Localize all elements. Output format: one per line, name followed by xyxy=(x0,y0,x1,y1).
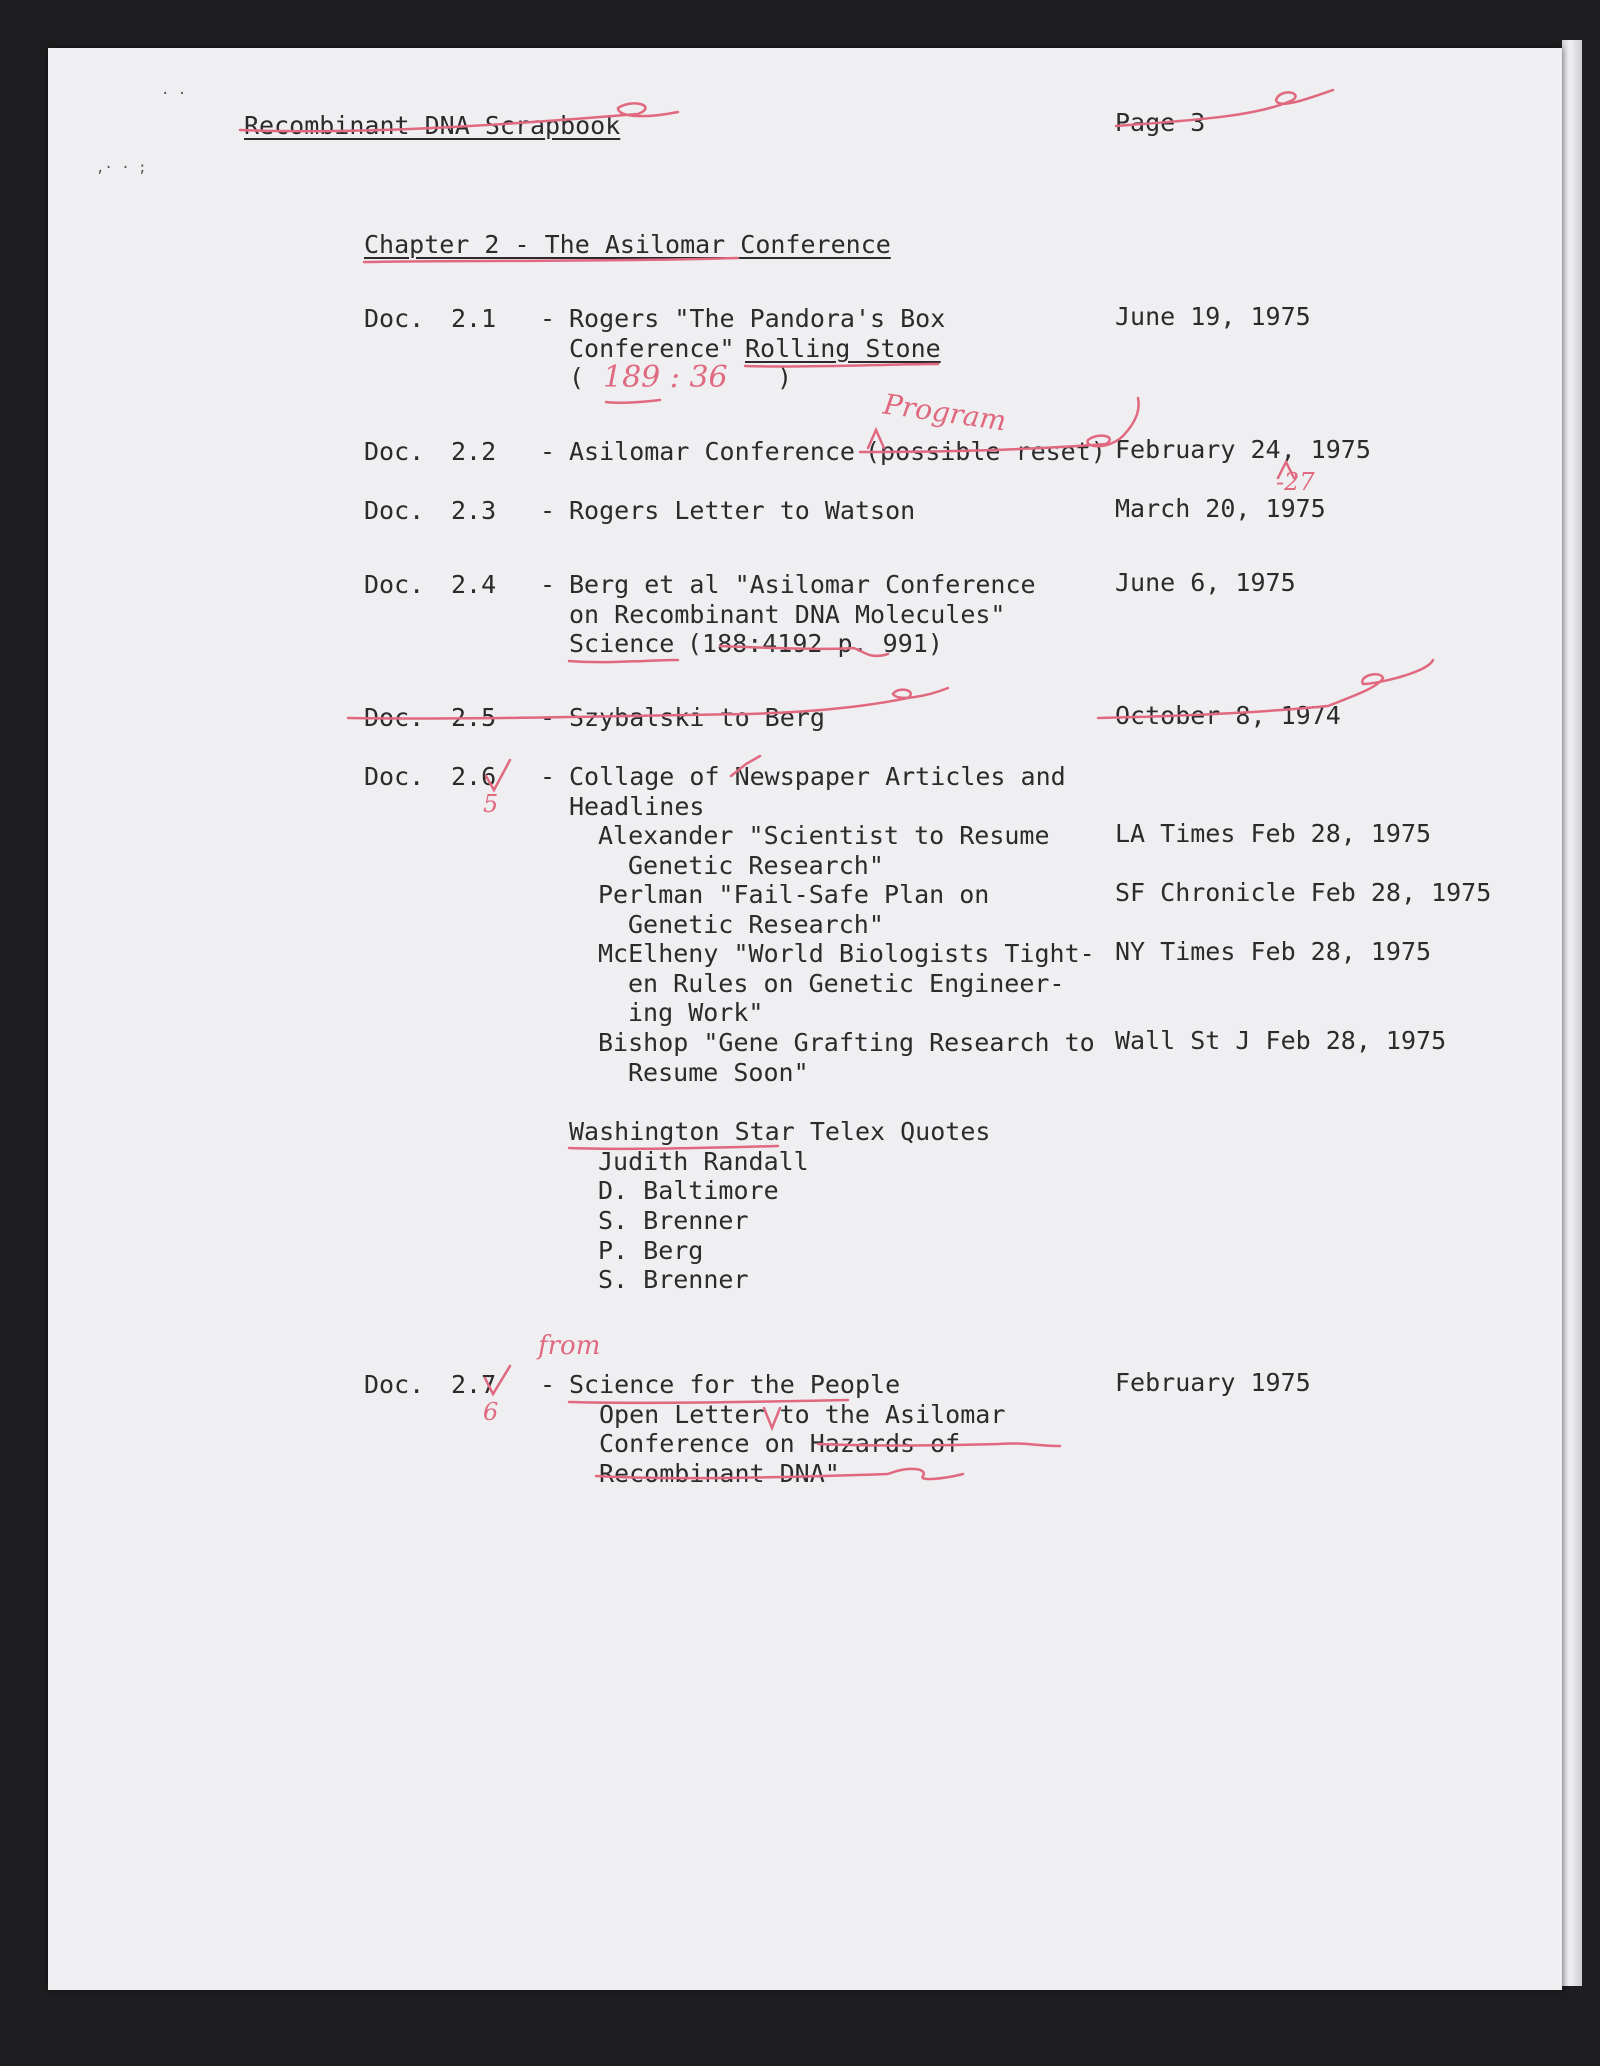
handwritten-five: 5 xyxy=(483,790,499,818)
pen-underline-science xyxy=(569,660,678,662)
doc-date: March 20, 1975 xyxy=(1115,494,1326,523)
doc-date: February 1975 xyxy=(1115,1368,1311,1397)
doc-desc: Rogers "The Pandora's Box xyxy=(569,304,946,333)
doc-label: Doc. xyxy=(364,1370,425,1399)
pen-check-doc-2-6 xyxy=(486,760,510,790)
handwritten-dash27: -27 xyxy=(1276,468,1315,496)
paper-speck: · · xyxy=(161,86,187,102)
doc-desc: Rogers Letter to Watson xyxy=(569,496,916,525)
article-title: Genetic Research" xyxy=(628,851,884,880)
pen-underline-chapter xyxy=(364,258,738,262)
doc-number: 2.2 xyxy=(451,437,497,466)
page-edge xyxy=(1562,40,1582,1986)
doc-desc: Conference on Hazards of xyxy=(599,1429,961,1458)
doc-desc: (188:4192 p. 991) xyxy=(687,629,943,658)
header-title: Recombinant DNA Scrapbook xyxy=(244,111,621,140)
pen-underline-sftp xyxy=(569,1400,848,1403)
doc-dash: - xyxy=(540,304,556,333)
doc-desc: on Recombinant DNA Molecules" xyxy=(569,600,1006,629)
doc-date: June 19, 1975 xyxy=(1115,302,1311,331)
telex-name: D. Baltimore xyxy=(598,1176,779,1205)
article-source: NY Times Feb 28, 1975 xyxy=(1115,937,1432,966)
doc-desc-struck: (possible reset) xyxy=(865,437,1106,466)
doc-date: October 8, 1974 xyxy=(1115,701,1341,730)
doc-desc: Conference" xyxy=(569,334,735,363)
article-title: Resume Soon" xyxy=(628,1058,809,1087)
document-page xyxy=(48,48,1562,1990)
doc-label: Doc. xyxy=(364,437,425,466)
pen-strike-header xyxy=(240,103,678,131)
doc-number: 2.6 xyxy=(451,762,497,791)
doc-desc: Szybalski to Berg xyxy=(569,703,825,732)
doc-desc: Recombinant DNA" xyxy=(599,1459,840,1488)
telex-name: Judith Randall xyxy=(598,1147,809,1176)
doc-dash: - xyxy=(540,496,556,525)
red-pen-marks xyxy=(48,48,1562,1990)
doc-desc: Open Letter to the Asilomar xyxy=(599,1400,1006,1429)
pen-caret-date xyxy=(1278,462,1294,478)
doc-desc: ( xyxy=(569,363,585,392)
doc-desc: ) xyxy=(777,363,793,392)
handwritten-from: from xyxy=(538,1331,601,1361)
doc-number: 2.5 xyxy=(451,703,497,732)
pen-check-doc-2-7 xyxy=(485,1366,510,1394)
handwritten-six: 6 xyxy=(483,1398,499,1426)
article-title: Bishop "Gene Grafting Research to xyxy=(598,1028,1095,1057)
doc-number: 2.1 xyxy=(451,304,497,333)
doc-label: Doc. xyxy=(364,570,425,599)
doc-dash: - xyxy=(540,437,556,466)
telex-name: P. Berg xyxy=(598,1236,704,1265)
pen-underline-volume xyxy=(606,400,660,403)
handwritten-volume: 189 : 36 xyxy=(603,360,728,395)
doc-label: Doc. xyxy=(364,703,425,732)
doc-desc: Berg et al "Asilomar Conference xyxy=(569,570,1036,599)
paper-speck: ,· · ; xyxy=(96,160,147,176)
doc-number: 2.4 xyxy=(451,570,497,599)
pen-strike-hazards xyxy=(818,1443,1060,1446)
doc-label: Doc. xyxy=(364,496,425,525)
pen-underline-recombinant xyxy=(596,1469,963,1479)
article-source: LA Times Feb 28, 1975 xyxy=(1115,819,1432,848)
article-title: ing Work" xyxy=(628,998,764,1027)
doc-dash: - xyxy=(540,703,556,732)
doc-number: 2.7 xyxy=(451,1370,497,1399)
doc-desc-journal: Science xyxy=(569,629,675,658)
telex-name: S. Brenner xyxy=(598,1265,749,1294)
article-source: SF Chronicle Feb 28, 1975 xyxy=(1115,878,1492,907)
pen-check-collage xyxy=(731,756,760,776)
pen-caret-to xyxy=(764,1408,780,1428)
article-title: Alexander "Scientist to Resume xyxy=(598,821,1050,850)
doc-desc: Collage of Newspaper Articles and xyxy=(569,762,1066,791)
telex-name: S. Brenner xyxy=(598,1206,749,1235)
article-title: Perlman "Fail-Safe Plan on xyxy=(598,880,990,909)
pen-strike-issue xyxy=(720,646,888,656)
chapter-title: Chapter 2 - The Asilomar Conference xyxy=(364,230,891,259)
pen-caret-program xyxy=(868,430,884,448)
handwritten-program: Program xyxy=(881,387,1009,438)
doc-date: February 24, 1975 xyxy=(1115,435,1371,464)
doc-desc: Headlines xyxy=(569,792,705,821)
doc-desc: Asilomar Conference xyxy=(569,437,855,466)
telex-title: Washington Star Telex Quotes xyxy=(569,1117,991,1146)
doc-label: Doc. xyxy=(364,762,425,791)
doc-date: June 6, 1975 xyxy=(1115,568,1296,597)
page-number: Page 3 xyxy=(1115,108,1206,137)
article-source: Wall St J Feb 28, 1975 xyxy=(1115,1026,1447,1055)
pen-underline-telex xyxy=(569,1146,778,1149)
pen-strike-october xyxy=(1098,660,1433,718)
pen-strike-reset xyxy=(860,398,1139,452)
article-title: McElheny "World Biologists Tight- xyxy=(598,939,1095,968)
doc-dash: - xyxy=(540,1370,556,1399)
doc-dash: - xyxy=(540,762,556,791)
pen-strike-doc-2-5 xyxy=(348,688,948,719)
doc-desc-publication: Rolling Stone xyxy=(745,334,941,363)
article-title: Genetic Research" xyxy=(628,910,884,939)
article-title: en Rules on Genetic Engineer- xyxy=(628,969,1065,998)
pen-strike-page xyxy=(1116,90,1333,126)
doc-label: Doc. xyxy=(364,304,425,333)
doc-dash: - xyxy=(540,570,556,599)
doc-number: 2.3 xyxy=(451,496,497,525)
doc-desc: Science for the People xyxy=(569,1370,901,1399)
pen-underline-rolling-stone xyxy=(745,364,938,367)
